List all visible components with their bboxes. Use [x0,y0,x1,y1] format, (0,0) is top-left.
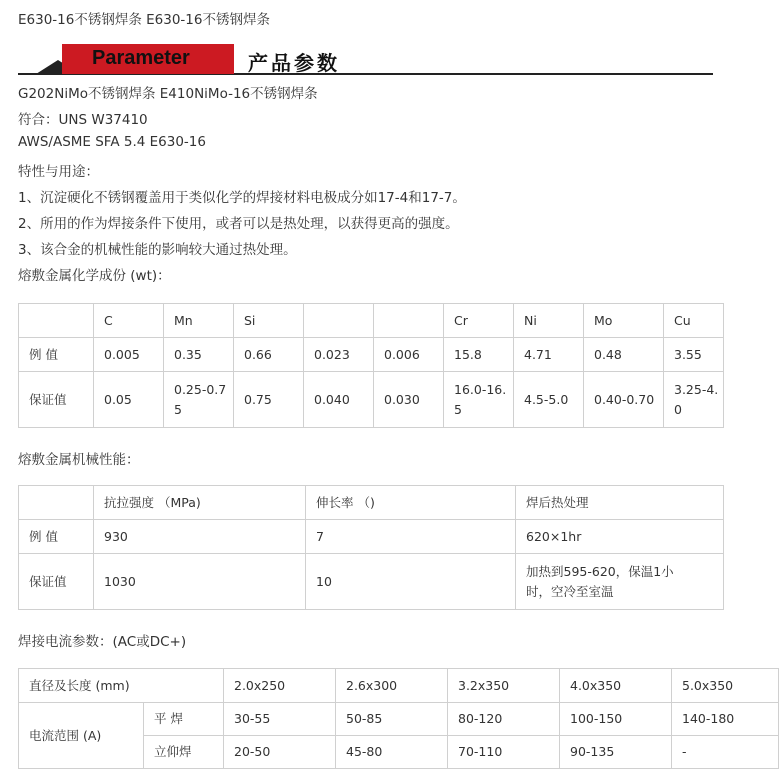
table-cell: 平 焊 [144,703,224,736]
table-cell: 0.05 [94,372,164,428]
table-cell: 0.030 [374,372,444,428]
table-cell: 0.35 [164,338,234,372]
table-cell: 抗拉强度 （MPa) [94,486,306,520]
table-cell: Mo [584,304,664,338]
intro-line: 符合：UNS W37410 [18,112,148,128]
banner-en-title: Parameter [92,47,190,69]
table-cell: 0.040 [304,372,374,428]
table-cell: 15.8 [444,338,514,372]
table-cell: 1030 [94,554,306,610]
table-cell: 0.40-0.70 [584,372,664,428]
table-cell: 90-135 [560,736,672,769]
table-cell: 例 值 [19,520,94,554]
table-cell: 0.25-0.75 [164,372,234,428]
table-cell: 100-150 [560,703,672,736]
table-cell: 0.75 [234,372,304,428]
current-table-wrapper [18,668,735,768]
table-cell: 保证值 [19,554,94,610]
table-cell: 0.48 [584,338,664,372]
table-cell: 立仰焊 [144,736,224,769]
intro-line: 1、沉淀硬化不锈钢覆盖用于类似化学的焊接材料电极成分如17-4和17-7。 [18,190,466,206]
table-cell: 930 [94,520,306,554]
table-cell: 140-180 [672,703,779,736]
chem-header-row [19,304,724,338]
table-cell: Cr [444,304,514,338]
table-cell: 2.0x250 [224,669,336,703]
table-cell [19,486,94,520]
table-row [19,554,724,610]
table-cell: 10 [306,554,516,610]
table-cell: 7 [306,520,516,554]
table-row [19,520,724,554]
table-cell: 电流范围 (A) [19,703,144,769]
table-row [19,338,724,372]
table-cell: 2.6x300 [336,669,448,703]
table-cell: 16.0-16.5 [444,372,514,428]
table-cell: 50-85 [336,703,448,736]
table-cell: 4.5-5.0 [514,372,584,428]
intro-line: 3、该合金的机械性能的影响较大通过热处理。 [18,242,297,258]
mech-table [18,485,724,610]
table-cell: 3.25-4.0 [664,372,724,428]
table-cell: 70-110 [448,736,560,769]
intro-line: 特性与用途： [18,164,99,180]
table-cell: 焊后热处理 [516,486,724,520]
table-cell: Si [234,304,304,338]
table-cell: 保证值 [19,372,94,428]
banner-red-block [62,44,234,74]
table-cell: 4.0x350 [560,669,672,703]
chem-table [18,303,724,428]
page-title: E630-16不锈钢焊条 E630-16不锈钢焊条 [18,12,270,28]
table-cell: 例 值 [19,338,94,372]
table-cell: 加热到595-620，保温1小时，空冷至室温 [516,554,724,610]
table-cell [304,304,374,338]
table-cell: 4.71 [514,338,584,372]
current-table [18,668,779,769]
table-cell: Cu [664,304,724,338]
table-cell: 伸长率 （) [306,486,516,520]
mech-heading: 熔敷金属机械性能： [18,452,140,468]
table-cell: 30-55 [224,703,336,736]
table-cell: 直径及长度 (mm) [19,669,224,703]
parameter-banner [18,40,713,78]
table-cell: 45-80 [336,736,448,769]
intro-line: AWS/ASME SFA 5.4 E630-16 [18,134,206,150]
table-cell: Mn [164,304,234,338]
mech-header-row [19,486,724,520]
table-cell: Ni [514,304,584,338]
intro-line: 2、所用的作为焊接条件下使用，或者可以是热处理，以获得更高的强度。 [18,216,459,232]
table-cell: 0.023 [304,338,374,372]
table-row [19,703,779,736]
table-row [19,372,724,428]
chem-heading: 熔敷金属化学成份 (wt)： [18,268,171,284]
intro-line: G202NiMo不锈钢焊条 E410NiMo-16不锈钢焊条 [18,86,318,102]
table-cell: C [94,304,164,338]
table-cell: 3.55 [664,338,724,372]
table-cell: 0.006 [374,338,444,372]
banner-cn-title: 产品参数 [248,51,340,75]
table-cell: 0.005 [94,338,164,372]
table-cell: 5.0x350 [672,669,779,703]
table-cell: - [672,736,779,769]
table-row [19,669,779,703]
table-cell [374,304,444,338]
current-heading: 焊接电流参数：(AC或DC+) [18,634,187,650]
table-cell: 620×1hr [516,520,724,554]
table-cell: 3.2x350 [448,669,560,703]
table-cell: 80-120 [448,703,560,736]
table-cell: 0.66 [234,338,304,372]
table-cell: 20-50 [224,736,336,769]
table-cell [19,304,94,338]
